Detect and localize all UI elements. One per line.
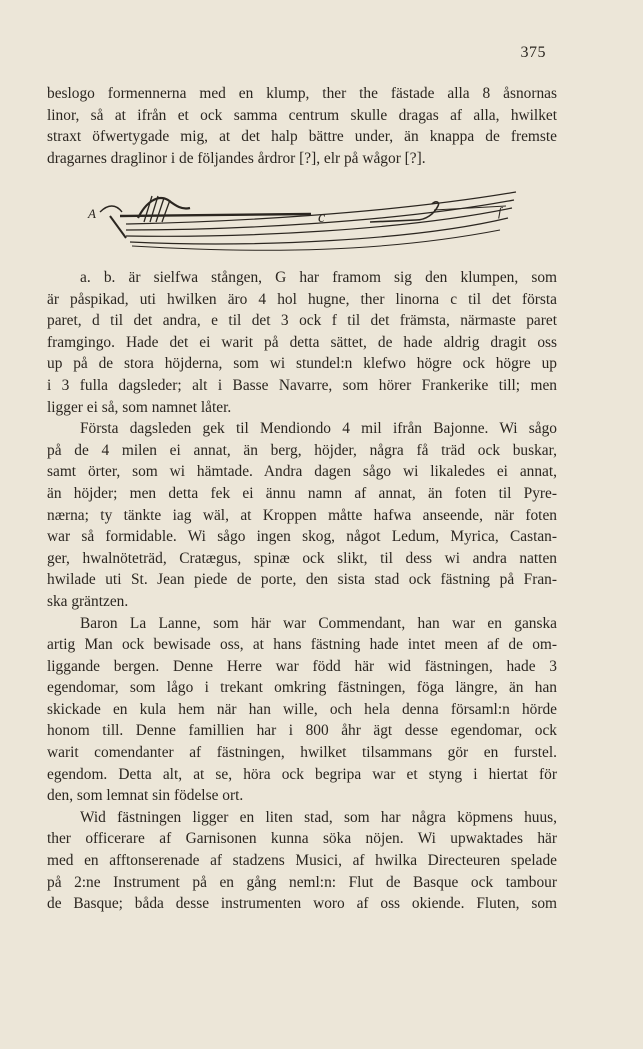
text-line: Wid fästningen ligger en liten stad, som har några köpmens huus,	[80, 808, 557, 826]
page-number: 375	[520, 44, 546, 61]
text-line: på de 4 milen ei annat, än berg, höjder, några få träd ock buskar,	[47, 441, 557, 459]
paragraph-intro	[47, 83, 557, 169]
text-line: Baron La Lanne, som här war Commendant, han war en ganska	[80, 614, 557, 632]
text-line: än höjder; men detta fek ei ännu namn af annat, än foten til Pyre-	[47, 484, 557, 502]
text-line: up på de stora höjderna, som wi stundel:n klefwo högre ock högre up	[47, 355, 557, 373]
text-line: skickade en kula hem när han wille, och hela denna församl:n hörde	[47, 700, 557, 718]
text-line: den, som lemnat sin födelse ort.	[47, 787, 244, 805]
text-line: Första dagsleden gek til Mendiondo 4 mil ifrån Bajonne. Wi sågo	[80, 420, 557, 438]
text-line: i 3 fulla dagsleder; alt i Basse Navarre, som hörer Frankerike till; men	[47, 376, 557, 394]
figure-label-a: A	[88, 206, 96, 221]
text-line: egendom. Detta alt, at se, höra ock begripa war et styng i hiertat för	[47, 765, 557, 783]
text-line: warit comendanter af fästningen, hwilket tilsammans gör en furstel.	[47, 744, 557, 762]
text-line: linor, så at ifrån et ock samma centrum skulle dragas af alla, hwilket	[47, 106, 557, 124]
text-line: ther officerare af Garnisonen kunna söka nöjen. Wi upwaktades här	[47, 830, 557, 848]
text-line: honom till. Denne famillien har i 800 åhr ägt desse egendomar, ock	[47, 722, 557, 740]
text-line: framgingo. Hade det ei warit på detta sättet, de hade aldrig dragit oss	[47, 333, 557, 351]
text-line: ligger ei så, som namnet låter.	[47, 398, 232, 416]
text-line: war så formidable. Wi sågo ingen skog, något Ledum, Myrica, Castan-	[47, 528, 557, 546]
figure-label-f: f	[498, 204, 502, 219]
sketch-stem	[110, 216, 126, 238]
text-line: med en afftonserenade af stadzens Musici, af hwilka Directeuren spelade	[47, 852, 557, 870]
text-line: på 2:ne Instrument på en gång neml:n: Flut de Basque ock tambour	[47, 873, 557, 891]
paragraph-main	[47, 267, 557, 915]
figure-label-c: c	[318, 209, 326, 226]
text-line: samt örter, som wi hämtade. Andra dagen sågo wi likaledes ei annat,	[47, 463, 557, 481]
text-line: ska gräntzen.	[47, 592, 129, 610]
sketch-hook	[100, 206, 122, 212]
text-line: ger, hwalnöteträd, Cratægus, spinæ ock slikt, til dess wi andra natten	[47, 549, 557, 567]
text-line: straxt öfwertygade mig, at det halp bättre under, än knappa de fremste	[47, 128, 557, 146]
text-line: nærna; ty tänkte iag wäl, at Kroppen måtte hafwa anseende, när foten	[47, 506, 557, 524]
text-line: paret, d til det andra, e til det 3 ock f til det främsta, närmaste paret	[47, 312, 557, 330]
text-line: hwilade uti St. Jean piede de porte, den sista stad ock fästning på Fran-	[47, 571, 557, 589]
text-line: egendomar, som lågo i trekant omkring fästningen, föga längre, än han	[47, 679, 557, 697]
text-line: a. b. är sielfwa stången, G har framom sig den klumpen, som	[80, 269, 557, 286]
sketch-pole	[120, 214, 311, 216]
sketch-tail	[434, 206, 506, 210]
text-line: beslogo formennerna med en klump, ther the fästade alla 8 åsnornas	[47, 85, 557, 102]
text-line: är påspikad, uti hwilken äro 4 hol hugne, ther linorna c til det första	[47, 290, 557, 308]
sketch-line-extra	[132, 230, 500, 250]
text-line: artig Man ock bewisade oss, at hans fästning hade intet meen af de om-	[47, 636, 557, 654]
text-line: de Basque; båda desse instrumenten woro af oss okiende. Fluten, som	[47, 895, 557, 913]
text-line: dragarnes draglinor i de följandes årdror [?], elr på wågor [?].	[47, 149, 426, 167]
text-line: liggande bergen. Denne Herre war född här wid fästningen, hade 3	[47, 657, 557, 675]
harness-sketch-figure	[86, 186, 526, 256]
